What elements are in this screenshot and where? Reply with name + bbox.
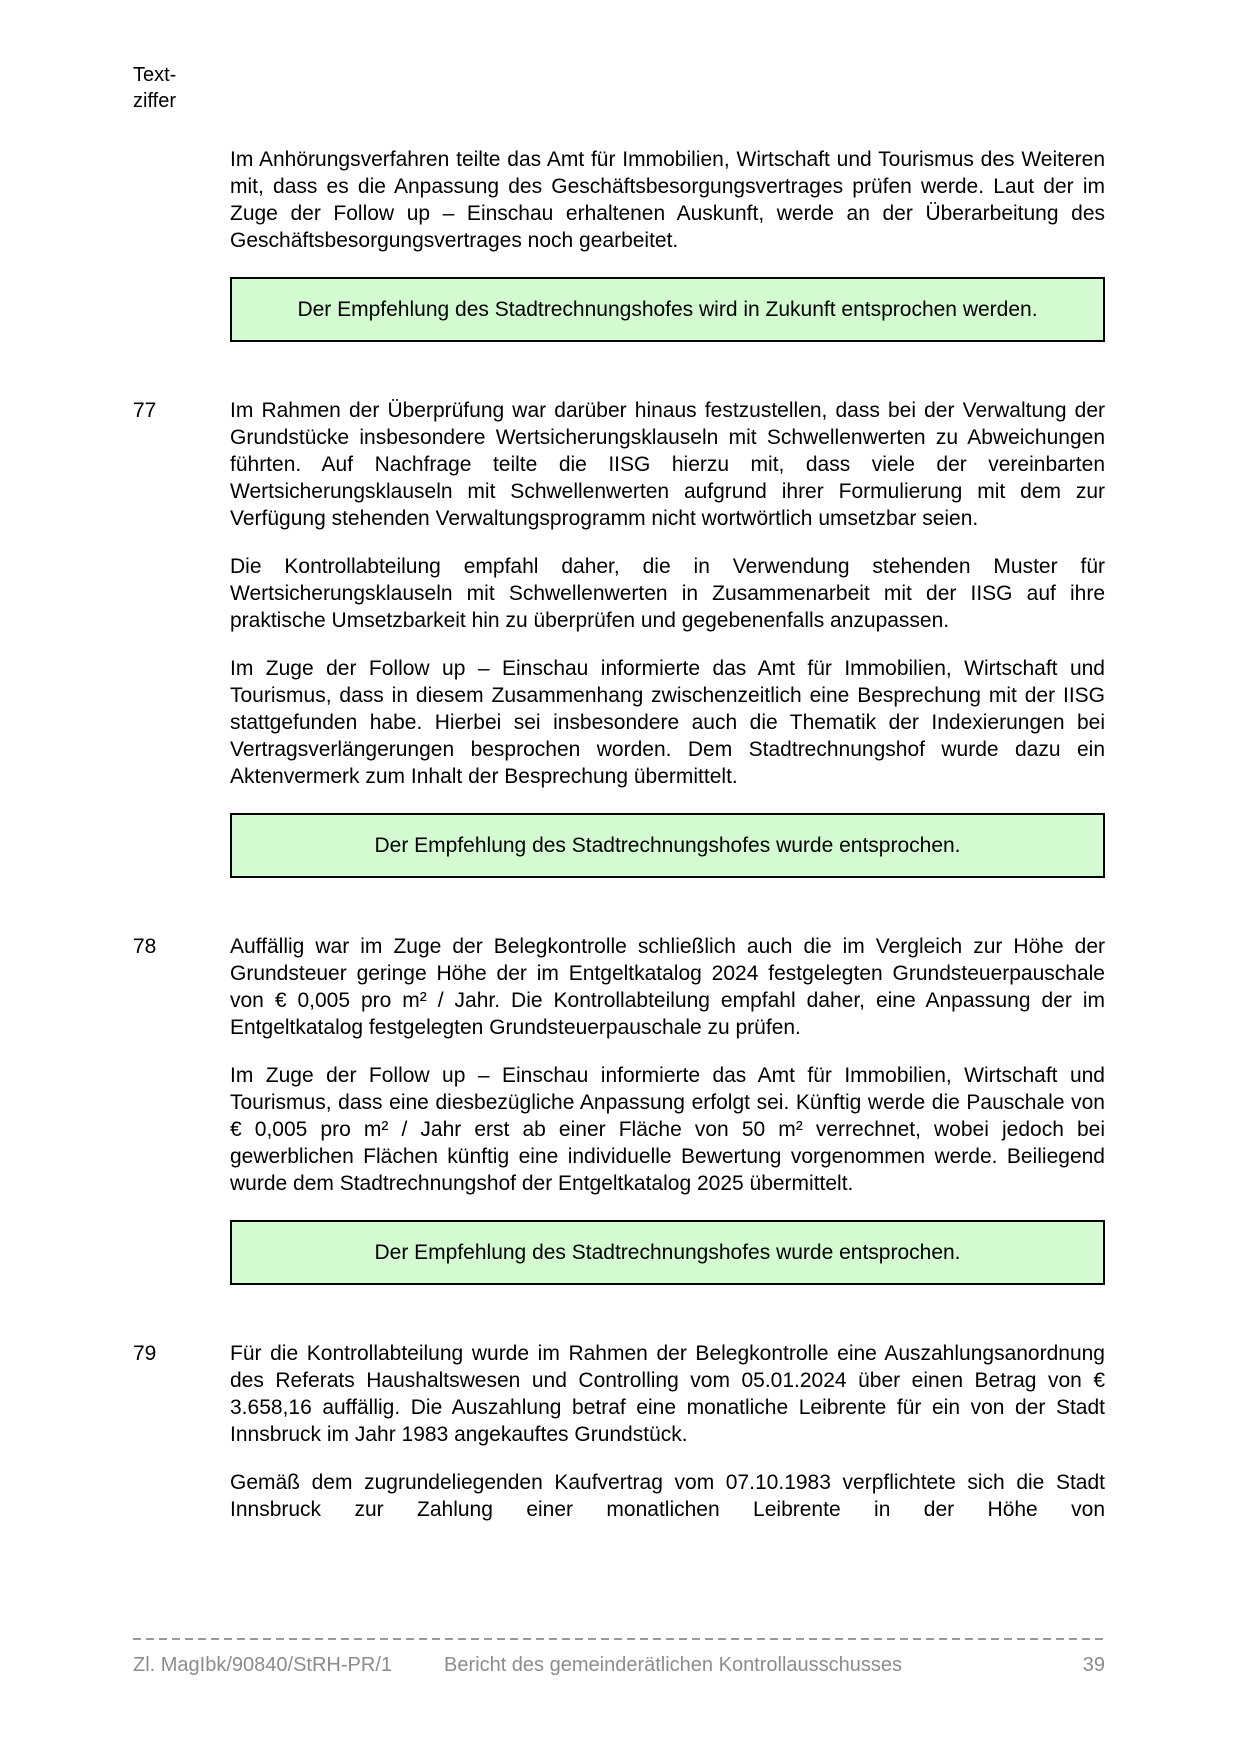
margin-number-79: 79 — [133, 1342, 157, 1365]
recommendation-text-3: Der Empfehlung des Stadtrechnungshofes wurde entsprochen. — [374, 1241, 961, 1264]
footer-page-number: 39 — [1082, 1654, 1105, 1676]
section-78-paragraph-2: Im Zuge der Follow up – Einschau informierte das Amt für Immobilien, Wirtschaft und Tourismus, dass eine diesbezügliche Anpassung erfolgt sei. Künftig werde die Pauschale von € 0,005 pro m² / Jahr erst ab einer Fläche von 50 m² verrechnet, wobei jedoch bei gewerblichen Flächen künftig eine individuelle Bewertung vorgenommen werde. Beiliegend wurde dem Stadtrechnungshof der Entgeltkatalog 2025 übermittelt. — [230, 1064, 1105, 1195]
section-77-paragraph-3: Im Zuge der Follow up – Einschau informierte das Amt für Immobilien, Wirtschaft und Tourismus, dass in diesem Zusammenhang zwischenzeitlich eine Besprechung mit der IISG stattgefunden habe. Hierbei sei insbesondere auch die Thematik der Indexierungen bei Vertragsverlängerungen besprochen worden. Dem Stadtrechnungshof wurde dazu ein Aktenvermerk zum Inhalt der Besprechung übermittelt. — [230, 657, 1105, 788]
footer-reference: Zl. MagIbk/90840/StRH-PR/1 — [133, 1654, 392, 1676]
recommendation-box-1 — [230, 277, 1105, 342]
section-78-paragraph-1: Auffällig war im Zuge der Belegkontrolle schließlich auch die im Vergleich zur Höhe der Grundsteuer geringe Höhe der im Entgeltkatalog 2024 festgelegten Grundsteuerpauschale von € 0,005 pro m² / Jahr. Die Kontrollabteilung empfahl daher, eine Anpassung der im Entgeltkatalog festgelegten Grundsteuerpauschale zu prüfen. — [230, 935, 1105, 1039]
recommendation-text-1: Der Empfehlung des Stadtrechnungshofes wird in Zukunft entsprochen werden. — [297, 298, 1038, 321]
document-body — [133, 146, 1105, 1544]
margin-number-78: 78 — [133, 935, 157, 958]
footer-title: Bericht des gemeinderätlichen Kontrollausschusses — [444, 1654, 903, 1676]
footer-row — [133, 1654, 1105, 1677]
margin-header-line-1: Text- — [133, 64, 177, 86]
margin-header-line-2: ziffer — [133, 90, 176, 112]
recommendation-box-3 — [230, 1220, 1105, 1285]
page-footer — [133, 1638, 1105, 1677]
section-78 — [133, 933, 1105, 1285]
paragraph-anhoerungsverfahren: Im Anhörungsverfahren teilte das Amt für Immobilien, Wirtschaft und Tourismus des Weiteren mit, dass es die Anpassung des Geschäftsbesorgungsvertrages prüfen werde. Laut der im Zuge der Follow up – Einschau erhaltenen Auskunft, werde an der Überarbeitung des Geschäftsbesorgungsvertrages noch gearbeitet. — [230, 148, 1105, 252]
section-77-paragraph-2: Die Kontrollabteilung empfahl daher, die in Verwendung stehenden Muster für Wertsicherungsklauseln mit Schwellenwerten in Zusammenarbeit mit der IISG auf ihre praktische Umsetzbarkeit hin zu überprüfen und gegebenenfalls anzupassen. — [230, 555, 1105, 632]
margin-number-77: 77 — [133, 399, 157, 422]
recommendation-box-2 — [230, 813, 1105, 878]
margin-column-header — [133, 62, 176, 114]
footer-divider — [133, 1638, 1105, 1640]
section-77 — [133, 397, 1105, 878]
section-79 — [133, 1340, 1105, 1523]
section-77-paragraph-1: Im Rahmen der Überprüfung war darüber hinaus festzustellen, dass bei der Verwaltung der Grundstücke insbesondere Wertsicherungsklauseln mit Schwellenwerten zu Abweichungen führten. Auf Nachfrage teilte die IISG hierzu mit, dass viele der vereinbarten Wertsicherungsklauseln mit Schwellenwerten aufgrund ihrer Formulierung mit dem zur Verfügung stehenden Verwaltungsprogramm nicht wortwörtlich umsetzbar seien. — [230, 399, 1105, 530]
section-79-paragraph-2: Gemäß dem zugrundeliegenden Kaufvertrag vom 07.10.1983 verpflichtete sich die Stadt Innsbruck zur Zahlung einer monatlichen Leibrente in der Höhe von — [230, 1471, 1105, 1521]
recommendation-text-2: Der Empfehlung des Stadtrechnungshofes wurde entsprochen. — [374, 834, 961, 857]
section-79-paragraph-1: Für die Kontrollabteilung wurde im Rahmen der Belegkontrolle eine Auszahlungsanordnung des Referats Haushaltswesen und Controlling vom 05.01.2024 über einen Betrag von € 3.658,16 auffällig. Die Auszahlung betraf eine monatliche Leibrente für ein von der Stadt Innsbruck im Jahr 1983 angekauftes Grundstück. — [230, 1342, 1105, 1446]
